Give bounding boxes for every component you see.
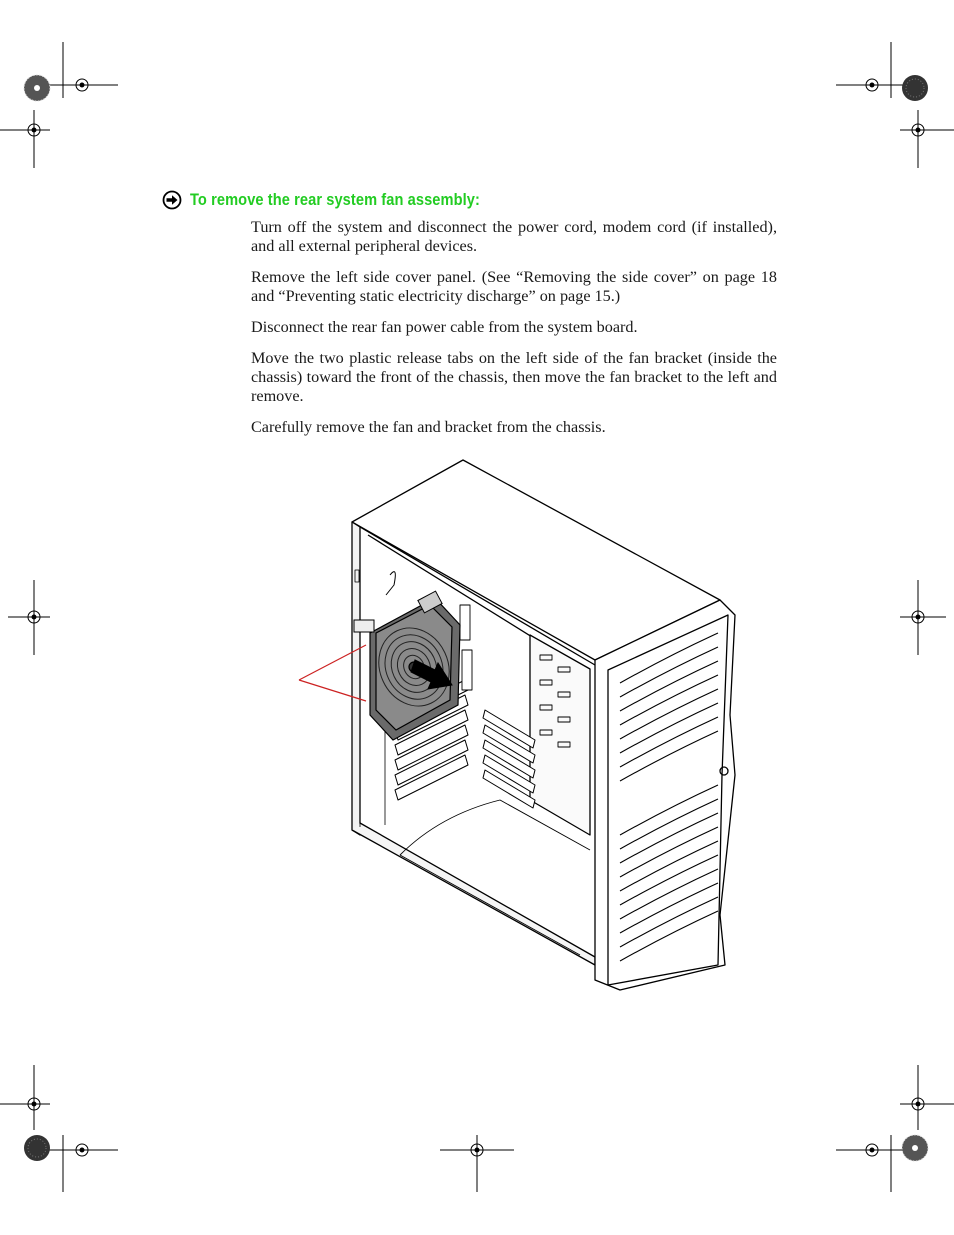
step-5: Carefully remove the fan and bracket from the chassis.: [251, 418, 606, 437]
memory-modules: [483, 710, 535, 808]
arrow-circle-icon: [162, 190, 182, 210]
starburst-icon: [902, 1135, 928, 1161]
step-3: Disconnect the rear fan power cable from the system board.: [251, 318, 638, 337]
drive-cage: [530, 635, 590, 835]
starburst-icon: [24, 1135, 50, 1161]
step-1: Turn off the system and disconnect the power cord, modem cord (if installed), and all external peripheral devices.: [251, 218, 777, 255]
step-4: Move the two plastic release tabs on the left side of the fan bracket (inside the chassis) toward the front of the chassis, then move the fan bracket to the left and remove.: [251, 349, 777, 406]
chassis-fan-illustration: [290, 455, 750, 1000]
starburst-icon: [902, 75, 928, 101]
procedure-steps: [251, 218, 777, 450]
procedure-heading: [162, 190, 527, 210]
step-2: Remove the left side cover panel. (See “Removing the side cover” on page 18 and “Preventing static electricity discharge” on page 15.): [251, 268, 777, 305]
procedure-title: To remove the rear system fan assembly:: [190, 190, 480, 209]
starburst-icon: [24, 75, 50, 101]
chassis-bottom-rail: [352, 823, 595, 965]
chassis-rear-edge: [352, 522, 360, 835]
rear-fan-assembly: [354, 591, 462, 740]
